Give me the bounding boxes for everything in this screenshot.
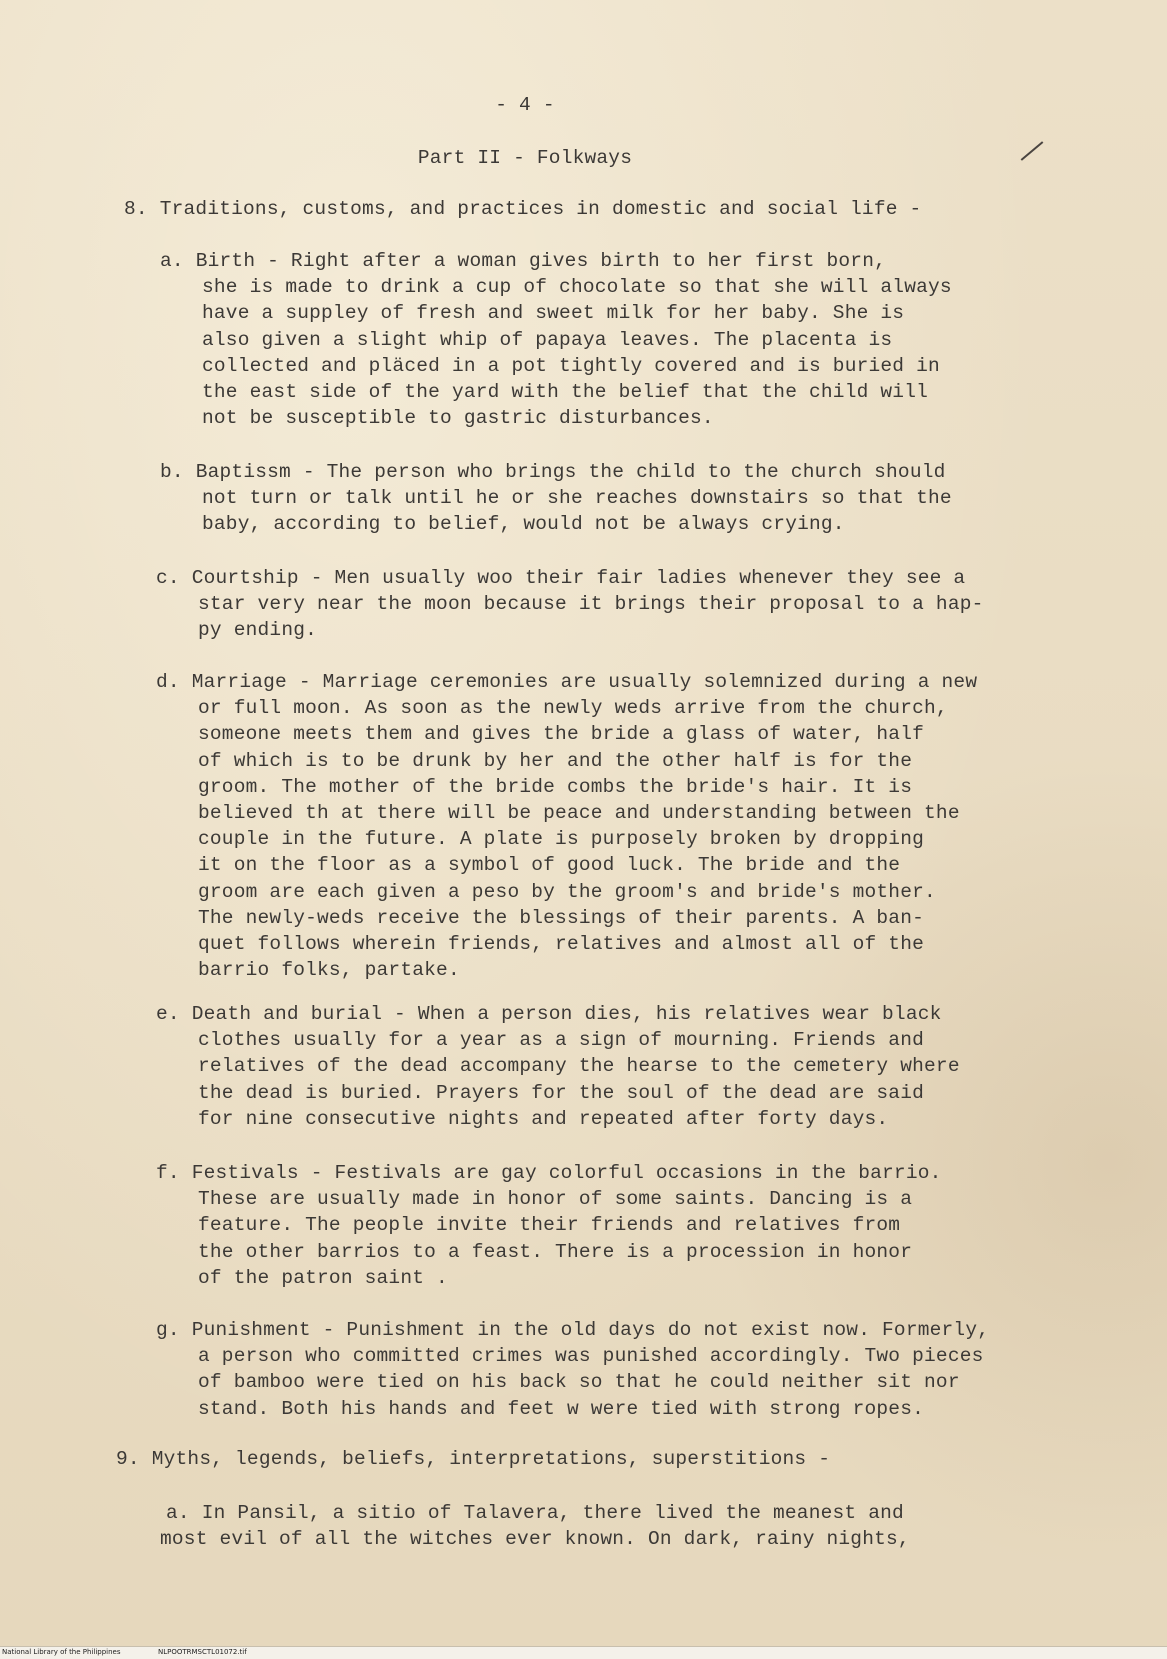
footer-library: National Library of the Philippines	[2, 1648, 121, 1656]
item-line: f. Festivals - Festivals are gay colorful occasions in the barrio.	[156, 1162, 942, 1184]
item-line: e. Death and burial - When a person dies, his relatives wear black	[156, 1003, 942, 1025]
item-line: of the patron saint .	[198, 1266, 448, 1289]
section-9-heading: 9. Myths, legends, beliefs, interpretations, superstitions -	[116, 1448, 831, 1470]
item-line: g. Punishment - Punishment in the old days do not exist now. Formerly,	[156, 1319, 990, 1341]
item-line: barrio folks, partake.	[198, 959, 460, 982]
section-8-heading: 8. Traditions, customs, and practices in domestic and social life -	[124, 198, 922, 220]
item-line: py ending.	[198, 619, 318, 642]
item-line: of which is to be drunk by her and the other half is for the	[198, 749, 913, 772]
footer-filename: NLPOOTRMSCTL01072.tif	[158, 1648, 247, 1656]
item-line: believed th at there will be peace and understanding between the	[198, 802, 960, 825]
item-line: the east side of the yard with the belief that the child will	[202, 381, 929, 404]
item-line: These are usually made in honor of some saints. Dancing is a	[198, 1188, 913, 1211]
part-title: Part II - Folkways	[417, 147, 633, 169]
item-courtship	[156, 565, 984, 644]
item-line: groom. The mother of the bride combs the bride's hair. It is	[198, 775, 913, 798]
item-line: most evil of all the witches ever known. On dark, rainy nights,	[160, 1528, 910, 1551]
item-line: collected and pläced in a pot tightly covered and is buried in	[202, 354, 940, 377]
item-witch-legend	[160, 1500, 910, 1552]
item-line: groom are each given a peso by the groom's and bride's mother.	[198, 880, 936, 903]
item-line: stand. Both his hands and feet w were tied with strong ropes.	[198, 1397, 925, 1420]
item-line: have a suppley of fresh and sweet milk for her baby. She is	[202, 302, 905, 325]
item-line: a. Birth - Right after a woman gives birth to her first born,	[160, 250, 887, 272]
item-line: couple in the future. A plate is purposely broken by dropping	[198, 828, 925, 851]
item-baptism	[160, 459, 952, 538]
item-line: clothes usually for a year as a sign of mourning. Friends and	[198, 1029, 925, 1052]
item-line: or full moon. As soon as the newly weds arrive from the church,	[198, 697, 948, 720]
item-line: d. Marriage - Marriage ceremonies are usually solemnized during a new	[156, 671, 978, 693]
item-line: c. Courtship - Men usually woo their fair ladies whenever they see a	[156, 567, 966, 589]
item-line: quet follows wherein friends, relatives and almost all of the	[198, 933, 925, 956]
item-line: not be susceptible to gastric disturbances.	[202, 407, 714, 430]
item-festivals	[156, 1160, 942, 1291]
item-line: of bamboo were tied on his back so that he could neither sit nor	[198, 1371, 960, 1394]
item-line: the other barrios to a feast. There is a procession in honor	[198, 1240, 913, 1263]
item-line: not turn or talk until he or she reaches downstairs so that the	[202, 487, 952, 510]
item-line: the dead is buried. Prayers for the soul of the dead are said	[198, 1081, 925, 1104]
item-line: also given a slight whip of papaya leaves. The placenta is	[202, 328, 893, 351]
item-marriage	[156, 669, 977, 983]
scan-footer	[0, 1646, 1167, 1659]
item-birth	[160, 248, 952, 431]
item-line: relatives of the dead accompany the hearse to the cemetery where	[198, 1055, 960, 1078]
item-line: b. Baptissm - The person who brings the child to the church should	[160, 461, 946, 483]
item-line: The newly-weds receive the blessings of their parents. A ban-	[198, 906, 925, 929]
item-line: baby, according to belief, would not be always crying.	[202, 513, 845, 536]
item-line: someone meets them and gives the bride a glass of water, half	[198, 723, 925, 746]
item-line: for nine consecutive nights and repeated after forty days.	[198, 1107, 889, 1130]
item-line: a person who committed crimes was punished accordingly. Two pieces	[198, 1345, 984, 1368]
item-punishment	[156, 1317, 989, 1422]
item-line: feature. The people invite their friends and relatives from	[198, 1214, 901, 1237]
item-line: star very near the moon because it brings their proposal to a hap-	[198, 593, 984, 616]
item-death-burial	[156, 1001, 960, 1132]
page-number: - 4 -	[495, 94, 555, 116]
item-line: she is made to drink a cup of chocolate so that she will always	[202, 276, 952, 299]
item-line: a. In Pansil, a sitio of Talavera, there lived the meanest and	[166, 1502, 904, 1524]
item-line: it on the floor as a symbol of good luck. The bride and the	[198, 854, 901, 877]
